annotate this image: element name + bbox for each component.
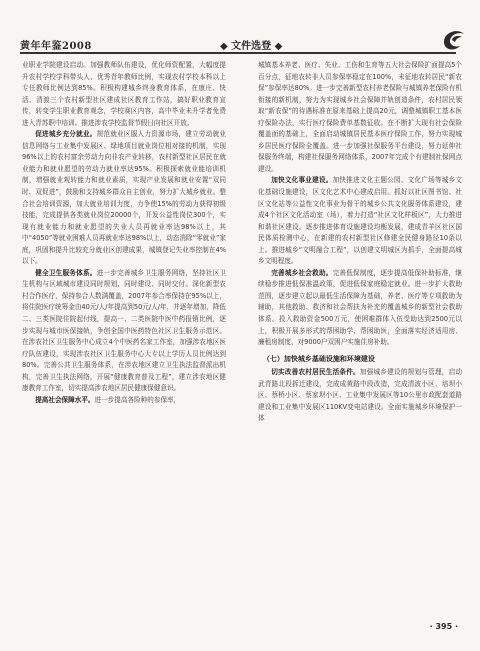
section-title: ◆ 文件选登 ◆	[220, 41, 283, 52]
page-number: · 395 ·	[429, 622, 458, 631]
paragraph-lead: 加快文化事业建设。	[271, 176, 333, 185]
paragraph: 完善城乡社会救助。完善低保制度，逐步提高低保补助标准，继续稳步推进低保准温政策，促进低保家庭稳定就业。进一步扩大救助范围，逐步建立起以最低生活保障为基础，养老、医疗等专项救助为辅助，其他救助、救济和社会帮扶为补充的覆盖城乡的新型社会救助体系。投入救助资金500万元，使困难群体入伍受助达到2500元以上，积极开展多形式的帮困助学、帮困助医，全面落实经济适用房、廉租房制度，对9000户双困户实施住房补助。	[258, 268, 462, 347]
right-column	[258, 60, 462, 425]
paragraph: 促进城乡充分就业。规范就业区服人力资源市场，建立劳动就业信息网络与工业集中发展区、绿地项目就业岗位相对接的机制，实现96%以上的农村富余劳动力向非农产业转移，农村新型社区居民在就业能力和就业愿望的劳动力就业率达95%。积极探索就业能培训机制，增强就业观转能力和就业素质，实现产业发展和就业安置“双同时、双促进”，鼓励和支持城乡群众自主创业，努力扩大城乡就业。整合社会培训资源，加大就业培训力度，力争使15%的劳动力获得初级技能，完成提供各类就业岗位20000个，开发公益性岗位300个，实现有就业能力和就业愿望的失业人员再就业率达98%以上，其中“4050”等就业困难人员再就业率达98%以上，动态消除“零就业”家庭，巩固和提升比较充分就业区创建成果，城镇登记失业率控制在4%以下。	[22, 130, 226, 266]
section-heading: （七）加快城乡基础设施和环境建设	[262, 353, 375, 363]
paragraph: 加快文化事业建设。加快推进文化主题公园、文化广场等城乡文化基础设施建设，区文化艺术中心建成启用。抓好以社区图书馆、社区文化站等公益性文化事业为骨干的城乡公共文化服务体系建设，建成4个社区文化活动室（场），着力打造“社区文化样板区”，大力推进和谐社区建设。逐步推进体育设施建设均衡发展，建成青羊区社区国民体质检测中心，在新建的农村新型社区修建全民健身路径10条以上。推进城乡“文明融合工程”，以创建文明城区为抓手，全面提高城乡文明程度。	[258, 176, 462, 266]
paragraph-lead: 提高社会保障水平。	[35, 395, 95, 404]
paragraph-lead: 促进城乡充分就业。	[35, 130, 97, 139]
paragraph-lead: 切实改善农村居民生活条件。	[271, 368, 360, 377]
left-column	[22, 60, 226, 406]
running-header	[20, 36, 456, 54]
paragraph: 切实改善农村居民生活条件。加强城乡建设的规划与管理，启动武青路北段拆迁建设，完成成黄路中段改造，完成清波小区、培坝小区、蔡桥小区、蔡家坝小区、工业集中发展区等10公里市政配套道路建设和工业集中发展区110KV变电站建设。全面实施城乡环境保护一体	[258, 368, 463, 423]
yearbook-title: 黄年年鉴2008	[20, 41, 92, 52]
yearbook-logo-icon	[440, 26, 468, 54]
paragraph: 业职业学院建设启动。加强教师队伍建设，优化师资配置，大幅度提升农村学校学科带头人、优秀青年教师比例，实现农村学校本科以上专任教师比例达到85%。积极构建城乡终身教育体系，在康庄、快活、清渡三个农村新型社区建成社区教育工作站，搞好职业教育宣传，转变学生职业教育观念，学校赛区内容，高中毕业未升学者免费进入青苏职中培训。推进涉农学校监督节假日向社区开放。	[22, 61, 226, 127]
paragraph-lead: 健全卫生服务体系。	[35, 268, 97, 277]
paragraph-lead: 完善城乡社会救助。	[271, 268, 333, 277]
paragraph: 提高社会保障水平。进一步提高各险种的参保率，	[35, 395, 181, 404]
paragraph: 城镇基本养老、医疗、失业、工伤和生育等五大社会保险扩面提高5个百分点，征地农转非人员参保率稳定在100%，未征地农转居民“新农保”参保率达80%。进一步完善新型农村养老保险与城镇养老保险有机衔接的新机制，努力为实现城乡社会保障并轨创造条件，农村居民领取“新农保”的待遇标准在原来基础上提高20元，调整城镇职工基本医疗保险办法，实行医疗保险费单基数征收。在不断扩大现有社会保险覆盖面的基础上，全面启动城镇居民基本医疗保险工作，努力实现城乡居民医疗保险全覆盖。进一步加强社保服务平台建设，努力延伸社保服务终端，构建社保服务网络体系，2007年完成个有建制社保网点建设。	[258, 61, 462, 173]
paragraph: 健全卫生服务体系。进一步完善城乡卫生服务网络，坚持社区卫生机构与区域城市建设同时规划、同时建设、同时交付。深化新型农村合作医疗，保持参合人数满覆盖，2007年参合率保持在95%以上，将住院医疗统筹金由40元/人/年提高到50元/人/年，并逐年增加，降低二、三类医院住院起付线，提高一、二类医院中医中药报销比例，逐步实现与城市医保接轨，争创全国中医药特色社区卫生服务示范区。在涉农社区卫生服务中心成立4个中医药名家工作室，加强涉农地区医疗队伍建设，实现涉农社区卫生服务中心大专以上学历人员比例达到80%。完善公共卫生服务体系，在涉农地区建立卫生执法监督派出机构，完善卫生执法网络，开展“健康教育普及工程”，建立涉农地区健康教育工作室，切实提高涉农地区居民健康保健意识。	[22, 268, 226, 393]
